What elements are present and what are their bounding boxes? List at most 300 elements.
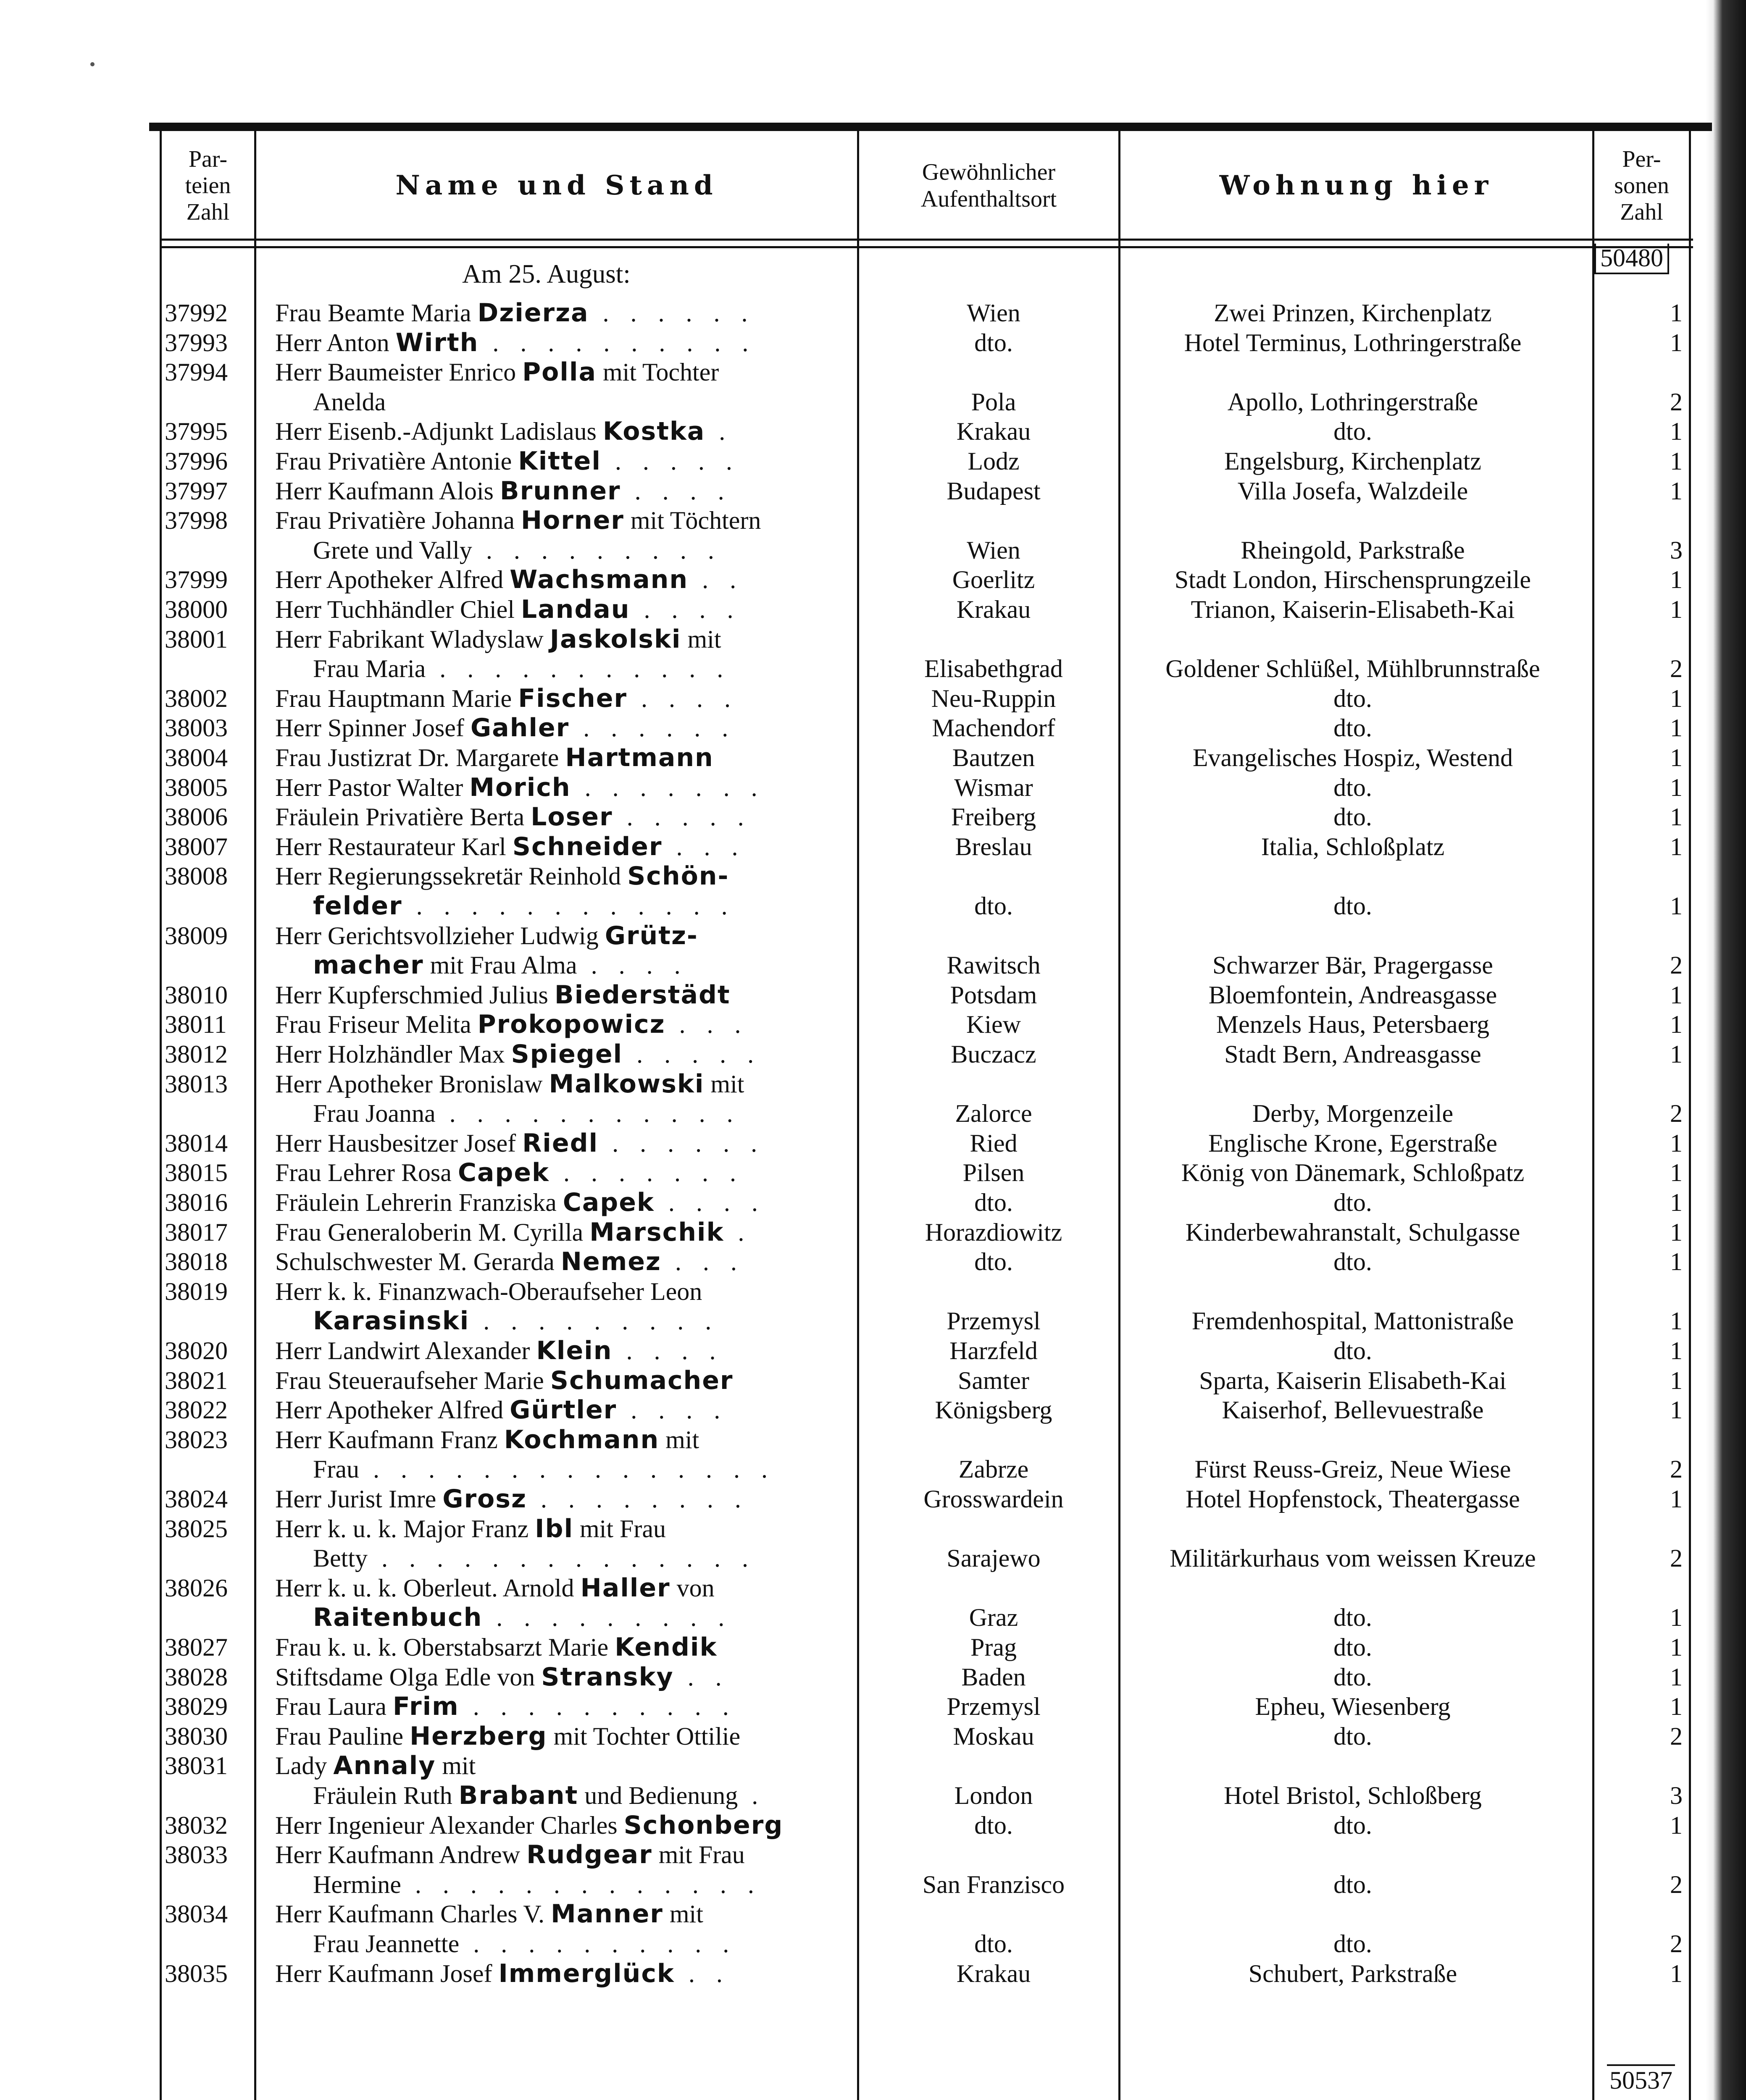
lodging-address: Menzels Haus, Petersbaerg — [1216, 1011, 1490, 1039]
person-count: 1 — [1670, 596, 1683, 623]
usual-residence: dto. — [974, 892, 1013, 920]
lodging-address: Schubert, Parkstraße — [1248, 1959, 1457, 1987]
person-count: 1 — [1670, 1040, 1683, 1068]
usual-residence: Potsdam — [950, 981, 1037, 1009]
usual-residence: Harzfeld — [949, 1337, 1038, 1365]
surname: Prokopowicz — [477, 1010, 665, 1040]
party-number: 38018 — [165, 1248, 228, 1276]
usual-residence: Horazdiowitz — [925, 1218, 1062, 1246]
table-row — [0, 565, 1746, 594]
surname: Kendik — [615, 1633, 718, 1662]
name-and-status — [313, 1929, 855, 1958]
lodging-address: Stadt Bern, Andreasgasse — [1224, 1040, 1481, 1068]
name-and-status — [275, 1040, 855, 1069]
surname: Polla — [522, 357, 597, 387]
name-prefix: Frau Friseur Melita — [275, 1011, 478, 1039]
party-number: 37999 — [165, 566, 228, 594]
surname: Schumacher — [550, 1365, 734, 1395]
table-row — [0, 1811, 1746, 1840]
usual-residence: Wismar — [954, 773, 1033, 801]
surname: Ibl — [535, 1514, 574, 1544]
name-suffix: mit Frau — [573, 1515, 666, 1543]
person-count: 1 — [1670, 1307, 1683, 1335]
lodging-address: Trianon, Kaiserin-Elisabeth-Kai — [1191, 596, 1515, 623]
header-double-rule — [160, 246, 1693, 248]
name-and-status — [275, 713, 855, 743]
person-count: 2 — [1670, 1544, 1683, 1572]
leader-dots: . . — [674, 1959, 730, 1987]
leader-dots: . . . . . . . . . . . . . — [401, 1870, 762, 1898]
table-row — [0, 357, 1746, 387]
usual-residence: Grosswardein — [923, 1485, 1064, 1513]
surname: Gürtler — [510, 1395, 617, 1425]
name-prefix: Anelda — [313, 388, 386, 416]
name-suffix: und Bedienung — [578, 1782, 738, 1809]
leader-dots: . . . . . . — [569, 714, 736, 742]
party-number: 38025 — [165, 1515, 228, 1543]
leader-dots: . . . — [662, 832, 746, 861]
person-count: 1 — [1670, 684, 1683, 712]
person-count: 3 — [1670, 536, 1683, 564]
lodging-address: dto. — [1333, 1604, 1372, 1632]
party-number: 38002 — [165, 684, 228, 712]
table-row-continuation — [0, 1603, 1746, 1632]
leader-dots: . . . . — [577, 951, 688, 979]
lodging-address: Sparta, Kaiserin Elisabeth-Kai — [1199, 1366, 1507, 1394]
leader-dots: . . . . . . — [589, 299, 755, 327]
party-number: 38004 — [165, 744, 228, 772]
table-row-continuation — [0, 536, 1746, 565]
lodging-address: dto. — [1333, 684, 1372, 712]
table-row — [0, 684, 1746, 713]
usual-residence: Pilsen — [962, 1159, 1025, 1187]
name-and-status — [275, 1010, 855, 1039]
name-and-status — [275, 1840, 855, 1869]
table-row — [0, 743, 1746, 772]
leader-dots: . . . . . . — [598, 1129, 765, 1157]
name-prefix: Herr Pastor Walter — [275, 773, 470, 801]
leader-dots: . . . . . . . . . . — [459, 1930, 737, 1958]
usual-residence: Budapest — [947, 477, 1041, 505]
person-count: 1 — [1670, 803, 1683, 831]
leader-dots: . . . . — [627, 684, 739, 712]
surname: Klein — [536, 1336, 613, 1365]
name-prefix: Frau Beamte Maria — [275, 299, 478, 327]
name-prefix: Herr Ingenieur Alexander Charles — [275, 1811, 624, 1839]
surname: Grosz — [442, 1484, 527, 1514]
lodging-address: dto. — [1333, 417, 1372, 446]
leader-dots: . . . — [661, 1248, 744, 1276]
table-row — [0, 506, 1746, 535]
surname: Capek — [458, 1158, 550, 1188]
party-number: 38015 — [165, 1159, 228, 1187]
usual-residence: Samter — [958, 1366, 1029, 1394]
name-suffix: mit Töchtern — [624, 507, 761, 535]
party-number: 38003 — [165, 714, 228, 742]
leader-dots: . . . . — [612, 1337, 723, 1365]
usual-residence: Krakau — [956, 1959, 1031, 1987]
surname: Herzberg — [409, 1721, 547, 1751]
party-number: 37993 — [165, 328, 228, 357]
table-row — [0, 1484, 1746, 1514]
name-prefix: Herr Kupferschmied Julius — [275, 981, 555, 1009]
surname: Dzierza — [477, 298, 589, 328]
party-number: 38033 — [165, 1841, 228, 1869]
name-prefix: Herr Landwirt Alexander — [275, 1337, 536, 1365]
name-and-status — [313, 387, 855, 417]
lodging-address: dto. — [1333, 1811, 1372, 1839]
name-prefix: Stiftsdame Olga Edle von — [275, 1663, 542, 1691]
person-count: 1 — [1670, 1011, 1683, 1039]
person-count: 2 — [1670, 1455, 1683, 1483]
usual-residence: Pola — [971, 388, 1016, 416]
person-count: 2 — [1670, 1870, 1683, 1898]
name-prefix: Herr Regierungssekretär Reinhold — [275, 862, 628, 890]
person-count: 1 — [1670, 1811, 1683, 1839]
usual-residence: Rawitsch — [947, 951, 1041, 979]
name-prefix: Grete und Vally — [313, 536, 472, 564]
lodging-address: dto. — [1333, 1663, 1372, 1691]
usual-residence: Machendorf — [932, 714, 1055, 742]
lodging-address: dto. — [1333, 1633, 1372, 1661]
table-row-continuation — [0, 387, 1746, 417]
person-count: 1 — [1670, 1129, 1683, 1157]
usual-residence: Krakau — [956, 596, 1031, 623]
usual-residence: Wien — [967, 536, 1020, 564]
lodging-address: dto. — [1333, 1722, 1372, 1750]
party-number: 38010 — [165, 981, 228, 1009]
person-count: 1 — [1670, 1485, 1683, 1513]
lodging-address: Epheu, Wiesenberg — [1255, 1693, 1451, 1721]
usual-residence: Przemysl — [947, 1307, 1041, 1335]
lodging-address: dto. — [1333, 1248, 1372, 1276]
lodging-address: König von Dänemark, Schloßpatz — [1181, 1159, 1525, 1187]
lodging-address: Hotel Bristol, Schloßberg — [1224, 1782, 1482, 1809]
lodging-address: Bloemfontein, Andreasgasse — [1208, 981, 1497, 1009]
table-row — [0, 1425, 1746, 1454]
name-prefix: Herr Apotheker Bronislaw — [275, 1070, 549, 1098]
name-and-status — [275, 328, 855, 357]
person-count: 1 — [1670, 1663, 1683, 1691]
leader-dots: . . . . . . . — [549, 1159, 744, 1187]
lodging-address: Militärkurhaus vom weissen Kreuze — [1170, 1544, 1536, 1572]
usual-residence: Ried — [970, 1129, 1018, 1157]
person-count: 1 — [1670, 417, 1683, 446]
surname: Raitenbuch — [313, 1603, 483, 1633]
usual-residence: Zabrze — [958, 1455, 1029, 1483]
party-number: 38024 — [165, 1485, 228, 1513]
person-count: 1 — [1670, 714, 1683, 742]
name-prefix: Frau Hauptmann Marie — [275, 684, 518, 712]
name-prefix: Herr Spinner Josef — [275, 714, 471, 742]
lodging-address: Apollo, Lothringerstraße — [1227, 388, 1478, 416]
name-and-status — [275, 1751, 855, 1780]
table-row — [0, 476, 1746, 506]
name-and-status — [313, 891, 855, 921]
name-prefix: Fräulein Privatière Berta — [275, 803, 531, 831]
leader-dots: . . — [673, 1663, 729, 1691]
leader-dots: . — [738, 1782, 766, 1809]
usual-residence: dto. — [974, 1189, 1013, 1216]
party-number: 38017 — [165, 1218, 228, 1246]
party-number: 38014 — [165, 1129, 228, 1157]
name-and-status — [275, 298, 855, 328]
table-row — [0, 1722, 1746, 1751]
usual-residence: Neu-Ruppin — [931, 684, 1056, 712]
name-prefix: Herr Restaurateur Karl — [275, 832, 513, 861]
lodging-address: Zwei Prinzen, Kirchenplatz — [1214, 299, 1492, 327]
name-prefix: Frau Steueraufseher Marie — [275, 1366, 550, 1394]
party-number: 38016 — [165, 1189, 228, 1216]
scan-speck — [90, 62, 95, 66]
lodging-address: dto. — [1333, 714, 1372, 742]
person-count: 1 — [1670, 773, 1683, 801]
name-and-status — [313, 1306, 855, 1336]
table-row — [0, 1247, 1746, 1276]
party-number: 38032 — [165, 1811, 228, 1839]
lodging-address: Evangelisches Hospiz, Westend — [1192, 744, 1513, 772]
name-and-status — [275, 506, 855, 535]
party-number: 38021 — [165, 1366, 228, 1394]
leader-dots: . . . . . . . — [571, 773, 765, 801]
header-usual-residence: Gewöhnlicher Aufenthaltsort — [920, 159, 1057, 212]
lodging-address: dto. — [1333, 892, 1372, 920]
usual-residence: Freiberg — [951, 803, 1036, 831]
name-and-status — [275, 1722, 855, 1751]
header-party-number: Par- teien Zahl — [185, 146, 231, 226]
person-count: 1 — [1670, 1604, 1683, 1632]
table-row — [0, 1069, 1746, 1099]
table-row — [0, 1040, 1746, 1069]
person-count: 2 — [1670, 951, 1683, 979]
surname: Kochmann — [504, 1425, 660, 1454]
table-row — [0, 713, 1746, 743]
party-number: 38001 — [165, 625, 228, 653]
surname: Landau — [521, 595, 630, 624]
table-row — [0, 1336, 1746, 1365]
leader-dots: . . . . . . . . . . . — [426, 655, 731, 683]
party-number: 38028 — [165, 1663, 228, 1691]
surname: Gahler — [470, 713, 570, 743]
name-and-status — [275, 802, 855, 832]
party-number: 38008 — [165, 862, 228, 890]
name-and-status — [313, 1781, 855, 1810]
name-and-status — [313, 1454, 855, 1484]
name-prefix: Frau Maria — [313, 655, 426, 683]
table-row — [0, 1751, 1746, 1780]
table-row-continuation — [0, 891, 1746, 921]
name-prefix: Frau — [313, 1455, 359, 1483]
name-prefix: Frau Justizrat Dr. Margarete — [275, 744, 565, 772]
party-number: 38020 — [165, 1337, 228, 1365]
name-prefix: Herr Kaufmann Alois — [275, 477, 500, 505]
name-and-status — [275, 1129, 855, 1158]
name-suffix: mit Frau Alma — [423, 951, 577, 979]
table-row-continuation — [0, 1099, 1746, 1128]
name-prefix: Herr Kaufmann Charles V. — [275, 1900, 551, 1928]
name-prefix: Frau Jeannette — [313, 1930, 460, 1958]
surname: Kittel — [518, 446, 601, 476]
name-and-status — [275, 743, 855, 772]
table-row — [0, 328, 1746, 357]
table-row — [0, 861, 1746, 891]
name-prefix: Herr Anton — [275, 328, 396, 357]
name-prefix: Herr Apotheker Alfred — [275, 566, 510, 594]
name-prefix: Herr Eisenb.-Adjunkt Ladislaus — [275, 417, 603, 446]
usual-residence: Krakau — [956, 417, 1031, 446]
person-count: 1 — [1670, 447, 1683, 475]
lodging-address: Schwarzer Bär, Pragergasse — [1212, 951, 1493, 979]
name-and-status — [313, 536, 855, 565]
table-row — [0, 1899, 1746, 1929]
lodging-address: dto. — [1333, 1870, 1372, 1898]
usual-residence: Przemysl — [947, 1693, 1041, 1721]
person-count: 1 — [1670, 566, 1683, 594]
usual-residence: Bautzen — [952, 744, 1035, 772]
surname: Hartmann — [565, 743, 714, 772]
surname: Morich — [469, 772, 571, 802]
name-prefix: Schulschwester M. Gerarda — [275, 1248, 561, 1276]
usual-residence: dto. — [974, 1930, 1013, 1958]
lodging-address: Goldener Schlüßel, Mühlbrunnstraße — [1165, 655, 1540, 683]
surname: Karasinski — [313, 1306, 470, 1336]
leader-dots: . . . . . . . . . . . . . . — [368, 1544, 756, 1572]
person-count: 1 — [1670, 1396, 1683, 1424]
person-count: 1 — [1670, 1693, 1683, 1721]
person-count: 1 — [1670, 1337, 1683, 1365]
surname: Kostka — [602, 417, 705, 446]
leader-dots: . . . . . . . . — [526, 1485, 749, 1513]
leader-dots: . . . . . . . . . . — [479, 328, 756, 357]
name-and-status — [275, 1959, 855, 1988]
table-row-continuation — [0, 1929, 1746, 1958]
date-subtitle: Am 25. August: — [462, 259, 631, 289]
surname: Fischer — [518, 683, 628, 713]
name-and-status — [275, 1366, 855, 1395]
person-count: 1 — [1670, 832, 1683, 861]
name-and-status — [275, 1573, 855, 1603]
party-number: 38012 — [165, 1040, 228, 1068]
usual-residence: Sarajewo — [947, 1544, 1041, 1572]
name-prefix: Herr Hausbesitzer Josef — [275, 1129, 523, 1157]
name-and-status — [275, 773, 855, 802]
table-row — [0, 1840, 1746, 1869]
name-suffix: mit Frau — [652, 1841, 745, 1869]
table-row — [0, 625, 1746, 654]
surname: Rudgear — [526, 1840, 652, 1870]
person-count: 3 — [1670, 1782, 1683, 1809]
name-prefix: Herr Holzhändler Max — [275, 1040, 511, 1068]
person-count: 1 — [1670, 1248, 1683, 1276]
name-and-status — [313, 1870, 855, 1899]
party-number: 38011 — [165, 1011, 227, 1039]
person-count: 1 — [1670, 299, 1683, 327]
lodging-address: Fremdenhospital, Mattonistraße — [1191, 1307, 1514, 1335]
table-row-continuation — [0, 1306, 1746, 1336]
leader-dots: . . . . . — [601, 447, 740, 475]
name-prefix: Herr Kaufmann Franz — [275, 1425, 504, 1454]
party-number: 37994 — [165, 358, 228, 386]
name-and-status — [275, 1514, 855, 1544]
usual-residence: Wien — [967, 299, 1020, 327]
surname: Spiegel — [511, 1040, 623, 1069]
surname: Wirth — [395, 328, 479, 357]
leader-dots: . . . . . . . . . . . . — [402, 892, 735, 920]
usual-residence: Zalorce — [955, 1100, 1032, 1128]
name-prefix: Herr Jurist Imre — [275, 1485, 443, 1513]
surname: Marschik — [589, 1217, 724, 1247]
top-rule — [149, 123, 1712, 131]
name-and-status — [313, 950, 855, 980]
lodging-address: dto. — [1333, 1930, 1372, 1958]
usual-residence: Lodz — [968, 447, 1020, 475]
surname: felder — [313, 891, 402, 921]
usual-residence: Moskau — [953, 1722, 1034, 1750]
lodging-address: Fürst Reuss-Greiz, Neue Wiese — [1194, 1455, 1511, 1483]
name-and-status — [275, 1395, 855, 1425]
party-number: 38034 — [165, 1900, 228, 1928]
lodging-address: Italia, Schloßplatz — [1261, 832, 1445, 861]
lodging-address: Hotel Hopfenstock, Theatergasse — [1186, 1485, 1520, 1513]
party-number: 38029 — [165, 1693, 228, 1721]
usual-residence: Elisabethgrad — [924, 655, 1063, 683]
party-number: 38023 — [165, 1425, 228, 1454]
party-number: 38009 — [165, 921, 228, 950]
party-number: 38006 — [165, 803, 228, 831]
name-and-status — [275, 1277, 855, 1306]
header-lodging-here: Wohnung hier — [1219, 170, 1494, 202]
table-row — [0, 1158, 1746, 1187]
leader-dots: . . . . . . . . . — [469, 1307, 719, 1335]
person-count: 1 — [1670, 1218, 1683, 1246]
person-count: 1 — [1670, 1159, 1683, 1187]
table-row — [0, 1514, 1746, 1544]
header-person-count: Per- sonen Zahl — [1614, 146, 1669, 226]
leader-dots: . . . . . . . . . . . . . . . — [359, 1455, 775, 1483]
name-and-status — [275, 1811, 855, 1840]
name-prefix: Fräulein Lehrerin Franziska — [275, 1189, 563, 1216]
leader-dots: . . . . . — [613, 803, 752, 831]
name-and-status — [275, 625, 855, 654]
table-row-continuation — [0, 1870, 1746, 1899]
party-number: 38000 — [165, 596, 228, 623]
name-and-status — [275, 1188, 855, 1217]
name-and-status — [275, 832, 855, 861]
name-prefix: Lady — [275, 1752, 334, 1780]
table-row-continuation — [0, 1544, 1746, 1573]
table-row — [0, 1395, 1746, 1425]
surname: Wachsmann — [510, 565, 689, 595]
usual-residence: Breslau — [955, 832, 1032, 861]
usual-residence: Buczacz — [951, 1040, 1036, 1068]
party-number: 38027 — [165, 1633, 228, 1661]
name-and-status — [275, 476, 855, 506]
name-suffix: mit — [704, 1070, 744, 1098]
leader-dots: . — [724, 1218, 752, 1246]
name-prefix: Herr Kaufmann Josef — [275, 1959, 499, 1987]
usual-residence: Graz — [969, 1604, 1018, 1632]
table-row — [0, 446, 1746, 476]
leader-dots: . . . — [665, 1011, 749, 1039]
person-count: 2 — [1670, 1722, 1683, 1750]
person-count: 1 — [1670, 1189, 1683, 1216]
surname: Schonberg — [623, 1810, 784, 1840]
name-and-status — [275, 1069, 855, 1099]
usual-residence: London — [954, 1782, 1033, 1809]
leader-dots: . . . . . . . . . . — [459, 1693, 736, 1721]
table-row — [0, 1633, 1746, 1662]
name-and-status — [313, 1603, 855, 1632]
